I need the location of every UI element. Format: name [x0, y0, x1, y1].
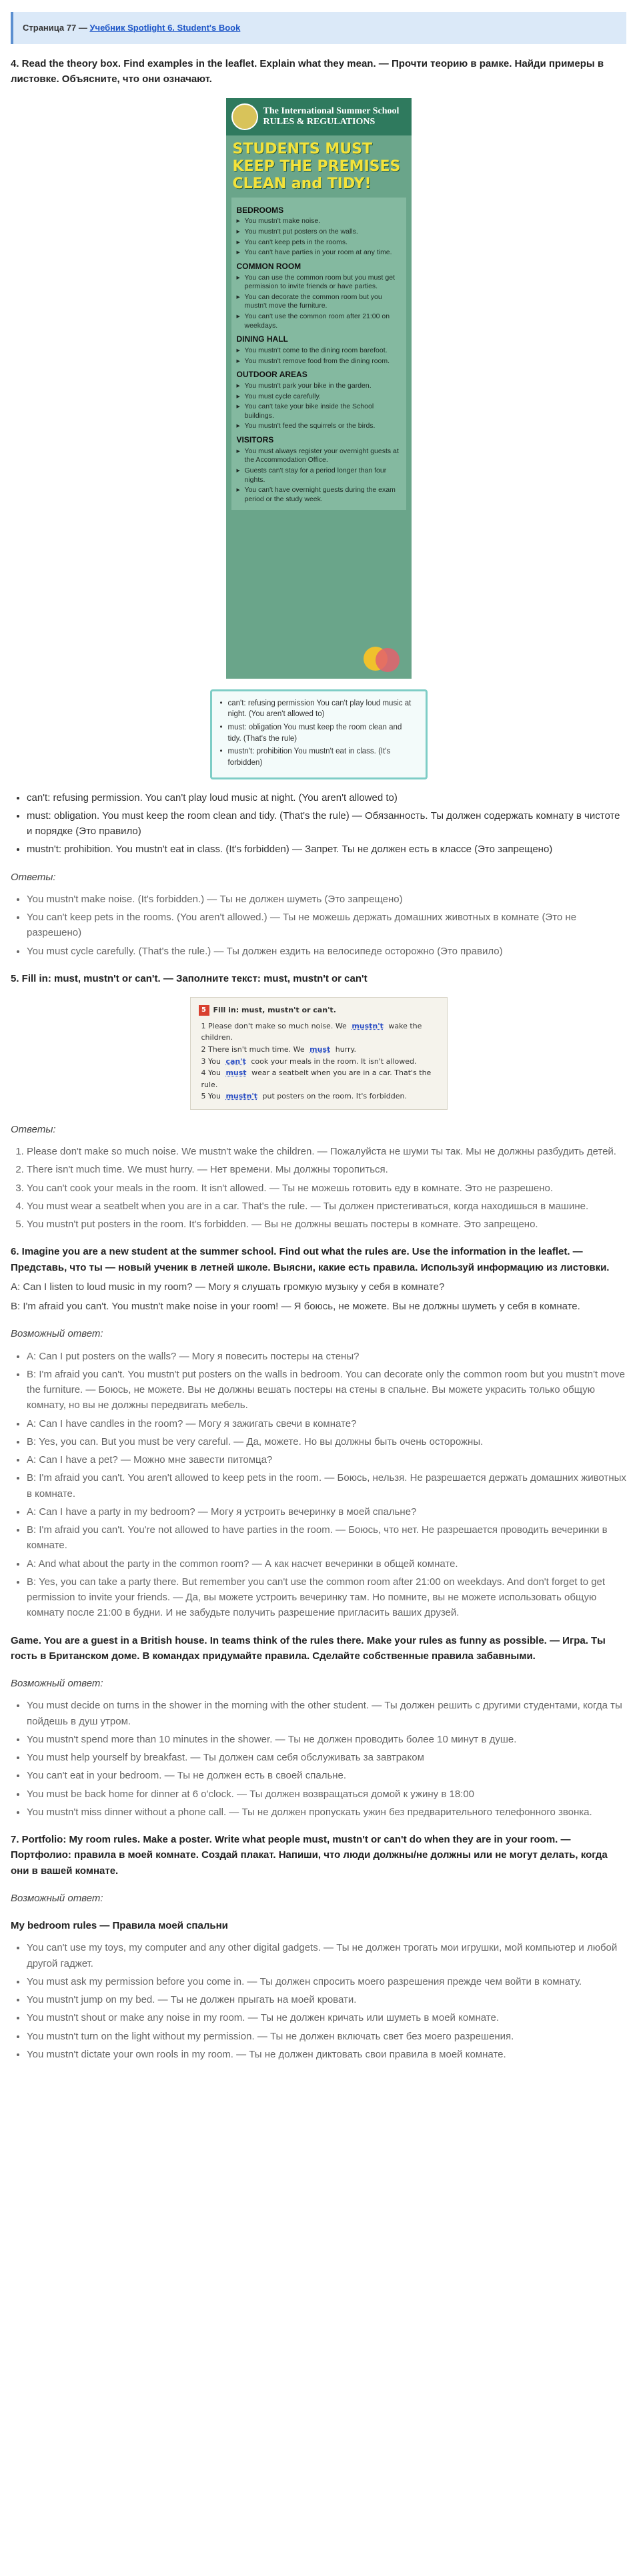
task5-image-heading: Fill in: must, mustn't or can't. [213, 1006, 336, 1015]
list-item: 2. There isn't much time. We must hurry. — Нет времени. Мы должны торопиться. [27, 1162, 626, 1177]
possible-answer-label: Возможный ответ: [11, 1892, 103, 1904]
leaflet-rule: ▸ You can't have parties in your room at any time. [237, 248, 401, 258]
task5-image-lines [199, 1020, 439, 1102]
exercise-line [201, 1067, 439, 1090]
exercise-line-text: You [208, 1056, 221, 1066]
task6-example-a: A: Can I listen to loud music in my room? — Могу я слушать громкую музыку у себя в комнате? [11, 1281, 445, 1293]
task5-title: 5. Fill in: must, mustn't or can't. — Заполните текст: must, mustn't or can't [11, 972, 368, 984]
page-number: Страница 77 — [23, 23, 90, 33]
list-item: • You mustn't jump on my bed. — Ты не должен прыгать на моей кровати. [27, 1992, 626, 2007]
list-item: • You mustn't dictate your own rools in my room. — Ты не должен диктовать свои правила в моей комнате. [27, 2047, 626, 2062]
exercise-line-text: Please don't make so much noise. We [208, 1021, 347, 1030]
theory-row: • can't: refusing permission You can't play loud music at night. (You aren't allowed to) [220, 698, 418, 720]
list-item: • mustn't: prohibition. You mustn't eat in class. (It's forbidden) — Запрет. Ты не должен есть в классе (Это запрещено) [27, 842, 626, 857]
exercise-line-text: There isn't much time. We [208, 1044, 305, 1054]
leaflet-decor-circles [364, 647, 401, 673]
exercise-line-text: cook your meals in the room. It isn't allowed. [251, 1056, 417, 1066]
theory-row: • must: obligation You must keep the room clean and tidy. (That's the rule) [220, 722, 418, 744]
list-item: • B: I'm afraid you can't. You aren't allowed to keep pets in the room. — Боюсь, нельзя. Не разрешается держать домашних животных в комнате. [27, 1470, 626, 1502]
exercise-line [201, 1090, 439, 1102]
leaflet-rule: ▸ You mustn't feed the squirrels or the birds. [237, 422, 401, 431]
exercise-line-number: 2 [201, 1044, 206, 1054]
exercise-line-text: You [208, 1068, 221, 1078]
leaflet-slogan: STUDENTS MUST KEEP THE PREMISES CLEAN and TIDY! [232, 140, 401, 193]
possible-answer-label: Возможный ответ: [11, 1678, 103, 1690]
theory-list [11, 790, 626, 858]
leaflet-section-title: OUTDOOR AREAS [236, 370, 307, 380]
task6-title: 6. Imagine you are a new student at the summer school. Find out what the rules are. Use the information in the leaflet. — Представь, что ты — новый ученик в летней школе. Выясни, какие есть правила. Используй информацию из листовки. [11, 1246, 610, 1273]
leaflet-image [226, 98, 412, 679]
exercise-line-number: 3 [201, 1056, 206, 1066]
list-item: • A: Can I put posters on the walls? — Могу я повесить постеры на стены? [27, 1349, 626, 1364]
game-answers [11, 1698, 626, 1820]
leaflet-rule: ▸ You can decorate the common room but you mustn't move the furniture. [237, 293, 401, 311]
list-item: • B: I'm afraid you can't. You mustn't put posters on the walls in bedroom. You can decorate only the common room but you mustn't move the furniture. — Боюсь, не можете. Вы не должны вешать постеры на стены в спальне. Вы можете украсить только общую комнату, но вы не должны передвигать мебель. [27, 1367, 626, 1413]
leaflet-rule: ▸ You mustn't make noise. [237, 217, 401, 226]
leaflet-rule: ▸ You must cycle carefully. [237, 392, 401, 402]
list-item: • B: Yes, you can. But you must be very careful. — Да, можете. Но вы должны быть очень осторожны. [27, 1434, 626, 1450]
list-item: • You mustn't spend more than 10 minutes in the shower. — Ты не должен проводить более 10 минут в душе. [27, 1732, 626, 1747]
list-item: • You can't keep pets in the rooms. (You aren't allowed.) — Ты не можешь держать домашних животных в комнате (Это не разрешено) [27, 910, 626, 941]
theory-cant: can't: refusing permission You can't play loud music at night. (You aren't allowed to) [227, 699, 412, 719]
task7-answers [11, 1940, 626, 2062]
exercise-line-number: 4 [201, 1068, 206, 1078]
theory-must: must: obligation You must keep the room clean and tidy. (That's the rule) [227, 723, 402, 743]
exercise-number-badge: 5 [199, 1005, 209, 1016]
exercise-answer: must [225, 1068, 247, 1078]
theory-row: • mustn't: prohibition You mustn't eat in class. (It's forbidden) [220, 746, 418, 768]
list-item: 4. You must wear a seatbelt when you are in a car. That's the rule. — Ты должен пристегиваться, когда находишься в машине. [27, 1199, 626, 1214]
task7-title: 7. Portfolio: My room rules. Make a poster. Write what people must, mustn't or can't do when they are in your room. — Портфолио: правила в моей комнате. Создай плакат. Напиши, что люди должны/не должны или не могут делать, когда они в вашей комнате. [11, 1834, 608, 1877]
leaflet-rule: ▸ You mustn't remove food from the dining room. [237, 357, 401, 366]
page-header [11, 12, 626, 44]
list-item: 5. You mustn't put posters in the room. It's forbidden. — Вы не должны вешать постеры в комнате. Это запрещено. [27, 1217, 626, 1232]
list-item: • You can't use my toys, my computer and any other digital gadgets. — Ты не должен трогать мои игрушки, мой компьютер и любой другой гаджет. [27, 1940, 626, 1971]
exercise-line-text: You [208, 1092, 221, 1101]
leaflet-rule: ▸ You can't take your bike inside the School buildings. [237, 402, 401, 420]
list-item: • You must decide on turns in the shower in the morning with the other student. — Ты должен решить с другими студентами, когда ты пойдешь в душ утром. [27, 1698, 626, 1729]
list-item: • A: Can I have a party in my bedroom? — Могу я устроить вечеринку в моей спальне? [27, 1504, 626, 1520]
task5-image [190, 997, 448, 1110]
exercise-answer: mustn't [352, 1021, 384, 1030]
task4-answers [11, 892, 626, 959]
leaflet-header [226, 98, 412, 135]
leaflet-section-title: BEDROOMS [236, 205, 284, 215]
task5-answers [11, 1144, 626, 1232]
list-item: • B: Yes, you can take a party there. But remember you can't use the common room after 21:00 on weekdays. And don't forget to get permission to invite your friends. — Да, вы можете устроить вечеринку там. Но помните, вы не можете использовать общую комнату после 21:00 в будни. И не забудьте получить разрешение пригласить ваших друзей. [27, 1574, 626, 1621]
answers-label: Ответы: [11, 871, 56, 883]
list-item: 1. Please don't make so much noise. We mustn't wake the children. — Пожалуйста не шуми ты так. Мы не должны разбудить детей. [27, 1144, 626, 1159]
list-item: • You can't eat in your bedroom. — Ты не должен есть в своей спальне. [27, 1768, 626, 1783]
leaflet-rule: ▸ You can't keep pets in the rooms. [237, 238, 401, 248]
list-item: • must: obligation. You must keep the room clean and tidy. (That's the rule) — Обязанность. Ты должен содержать комнату в чистоте и порядке (Это правило) [27, 808, 626, 840]
leaflet-section-title: COMMON ROOM [236, 261, 301, 271]
list-item: • You must ask my permission before you come in. — Ты должен спросить моего разрешения прежде чем войти в комнату. [27, 1974, 626, 1989]
list-item: • A: Can I have a pet? — Можно мне завести питомца? [27, 1452, 626, 1468]
exercise-line-text: wake the children. [201, 1021, 422, 1042]
exercise-line [201, 1020, 439, 1044]
leaflet-rule: ▸ You can't have overnight guests during the exam period or the study week. [237, 486, 401, 504]
textbook-link[interactable]: Учебник Spotlight 6. Student's Book [89, 23, 241, 33]
list-item: • You mustn't turn on the light without my permission. — Ты не должен включать свет без моего разрешения. [27, 2029, 626, 2044]
exercise-line-number: 5 [201, 1092, 206, 1101]
exercise-line-text: put posters on the room. It's forbidden. [262, 1092, 407, 1101]
exercise-line [201, 1056, 439, 1068]
exercise-answer: can't [225, 1056, 246, 1066]
leaflet-image-wrap [11, 98, 626, 679]
exercise-answer: mustn't [225, 1092, 258, 1101]
task5-image-header [199, 1004, 439, 1016]
leaflet-rule: ▸ You can't use the common room after 21:00 on weekdays. [237, 312, 401, 330]
exercise-line-number: 1 [201, 1021, 206, 1030]
task4-title: 4. Read the theory box. Find examples in the leaflet. Explain what they mean. — Прочти теорию в рамке. Найди примеры в листовке. Объясните, что они означают. [11, 58, 604, 85]
list-item: • You mustn't miss dinner without a phone call. — Ты не должен пропускать ужин без предварительного телефонного звонка. [27, 1805, 626, 1820]
task7-subtitle: My bedroom rules — Правила моей спальни [11, 1920, 228, 1932]
exercise-answer: must [309, 1044, 331, 1054]
game-title: Game. You are a guest in a British house. In teams think of the rules there. Make your rules as funny as possible. — Игра. Ты гость в Британском доме. В командах придумайте правила. Сделайте собственные правила забавными. [11, 1634, 606, 1662]
leaflet-section-title: DINING HALL [236, 334, 288, 344]
list-item: • A: And what about the party in the common room? — А как насчет вечеринки в общей комнате. [27, 1556, 626, 1572]
list-item: • A: Can I have candles in the room? — Могу я зажигать свечи в комнате? [27, 1416, 626, 1431]
list-item: • You mustn't shout or make any noise in my room. — Ты не должен кричать или шуметь в моей комнате. [27, 2010, 626, 2025]
leaflet-rule: ▸ You mustn't come to the dining room barefoot. [237, 346, 401, 356]
list-item: 3. You can't cook your meals in the room. It isn't allowed. — Ты не можешь готовить еду в комнате. Это не разрешено. [27, 1181, 626, 1196]
theory-box-wrap [11, 689, 626, 779]
leaflet-header-text: The International Summer School RULES & REGULATIONS [263, 105, 400, 127]
leaflet-rule: ▸ You can use the common room but you must get permission to invite friends or have parties. [237, 274, 401, 292]
list-item: • You must be back home for dinner at 6 o'clock. — Ты должен возвращаться домой к ужину в 18:00 [27, 1787, 626, 1802]
list-item: • You must cycle carefully. (That's the rule.) — Ты должен ездить на велосипеде осторожно (Это правило) [27, 944, 626, 959]
exercise-line-text: wear a seatbelt when you are in a car. That's the rule. [201, 1068, 432, 1089]
red-circle-icon [376, 648, 400, 672]
list-item: • can't: refusing permission. You can't play loud music at night. (You aren't allowed to) [27, 790, 626, 806]
leaflet-rule: ▸ Guests can't stay for a period longer than four nights. [237, 466, 401, 485]
leaflet-rules [231, 198, 406, 510]
theory-box [210, 689, 428, 779]
list-item: • You must help yourself by breakfast. — Ты должен сам себя обслуживать за завтраком [27, 1750, 626, 1765]
leaflet-rule: ▸ You mustn't park your bike in the garden. [237, 382, 401, 391]
task5-image-wrap [11, 997, 626, 1110]
task6-example-b: B: I'm afraid you can't. You mustn't make noise in your room! — Я боюсь, не можете. Вы не должны шуметь у себя в комнате. [11, 1301, 580, 1313]
leaflet-rule: ▸ You must always register your overnight guests at the Accommodation Office. [237, 447, 401, 465]
leaflet-section-title: VISITORS [236, 435, 274, 445]
exercise-line-text: hurry. [335, 1044, 356, 1054]
theory-mustnt: mustn't: prohibition You mustn't eat in class. (It's forbidden) [227, 747, 391, 767]
answers-label: Ответы: [11, 1123, 56, 1135]
list-item: • You mustn't make noise. (It's forbidden.) — Ты не должен шуметь (Это запрещено) [27, 892, 626, 907]
school-logo-icon [231, 103, 258, 130]
possible-answer-label: Возможный ответ: [11, 1328, 103, 1340]
leaflet-rule: ▸ You mustn't put posters on the walls. [237, 228, 401, 237]
exercise-line [201, 1044, 439, 1056]
task6-answers [11, 1349, 626, 1621]
list-item: • B: I'm afraid you can't. You're not allowed to have parties in the room. — Боюсь, что нет. Не разрешается проводить вечеринки в комнате. [27, 1522, 626, 1554]
